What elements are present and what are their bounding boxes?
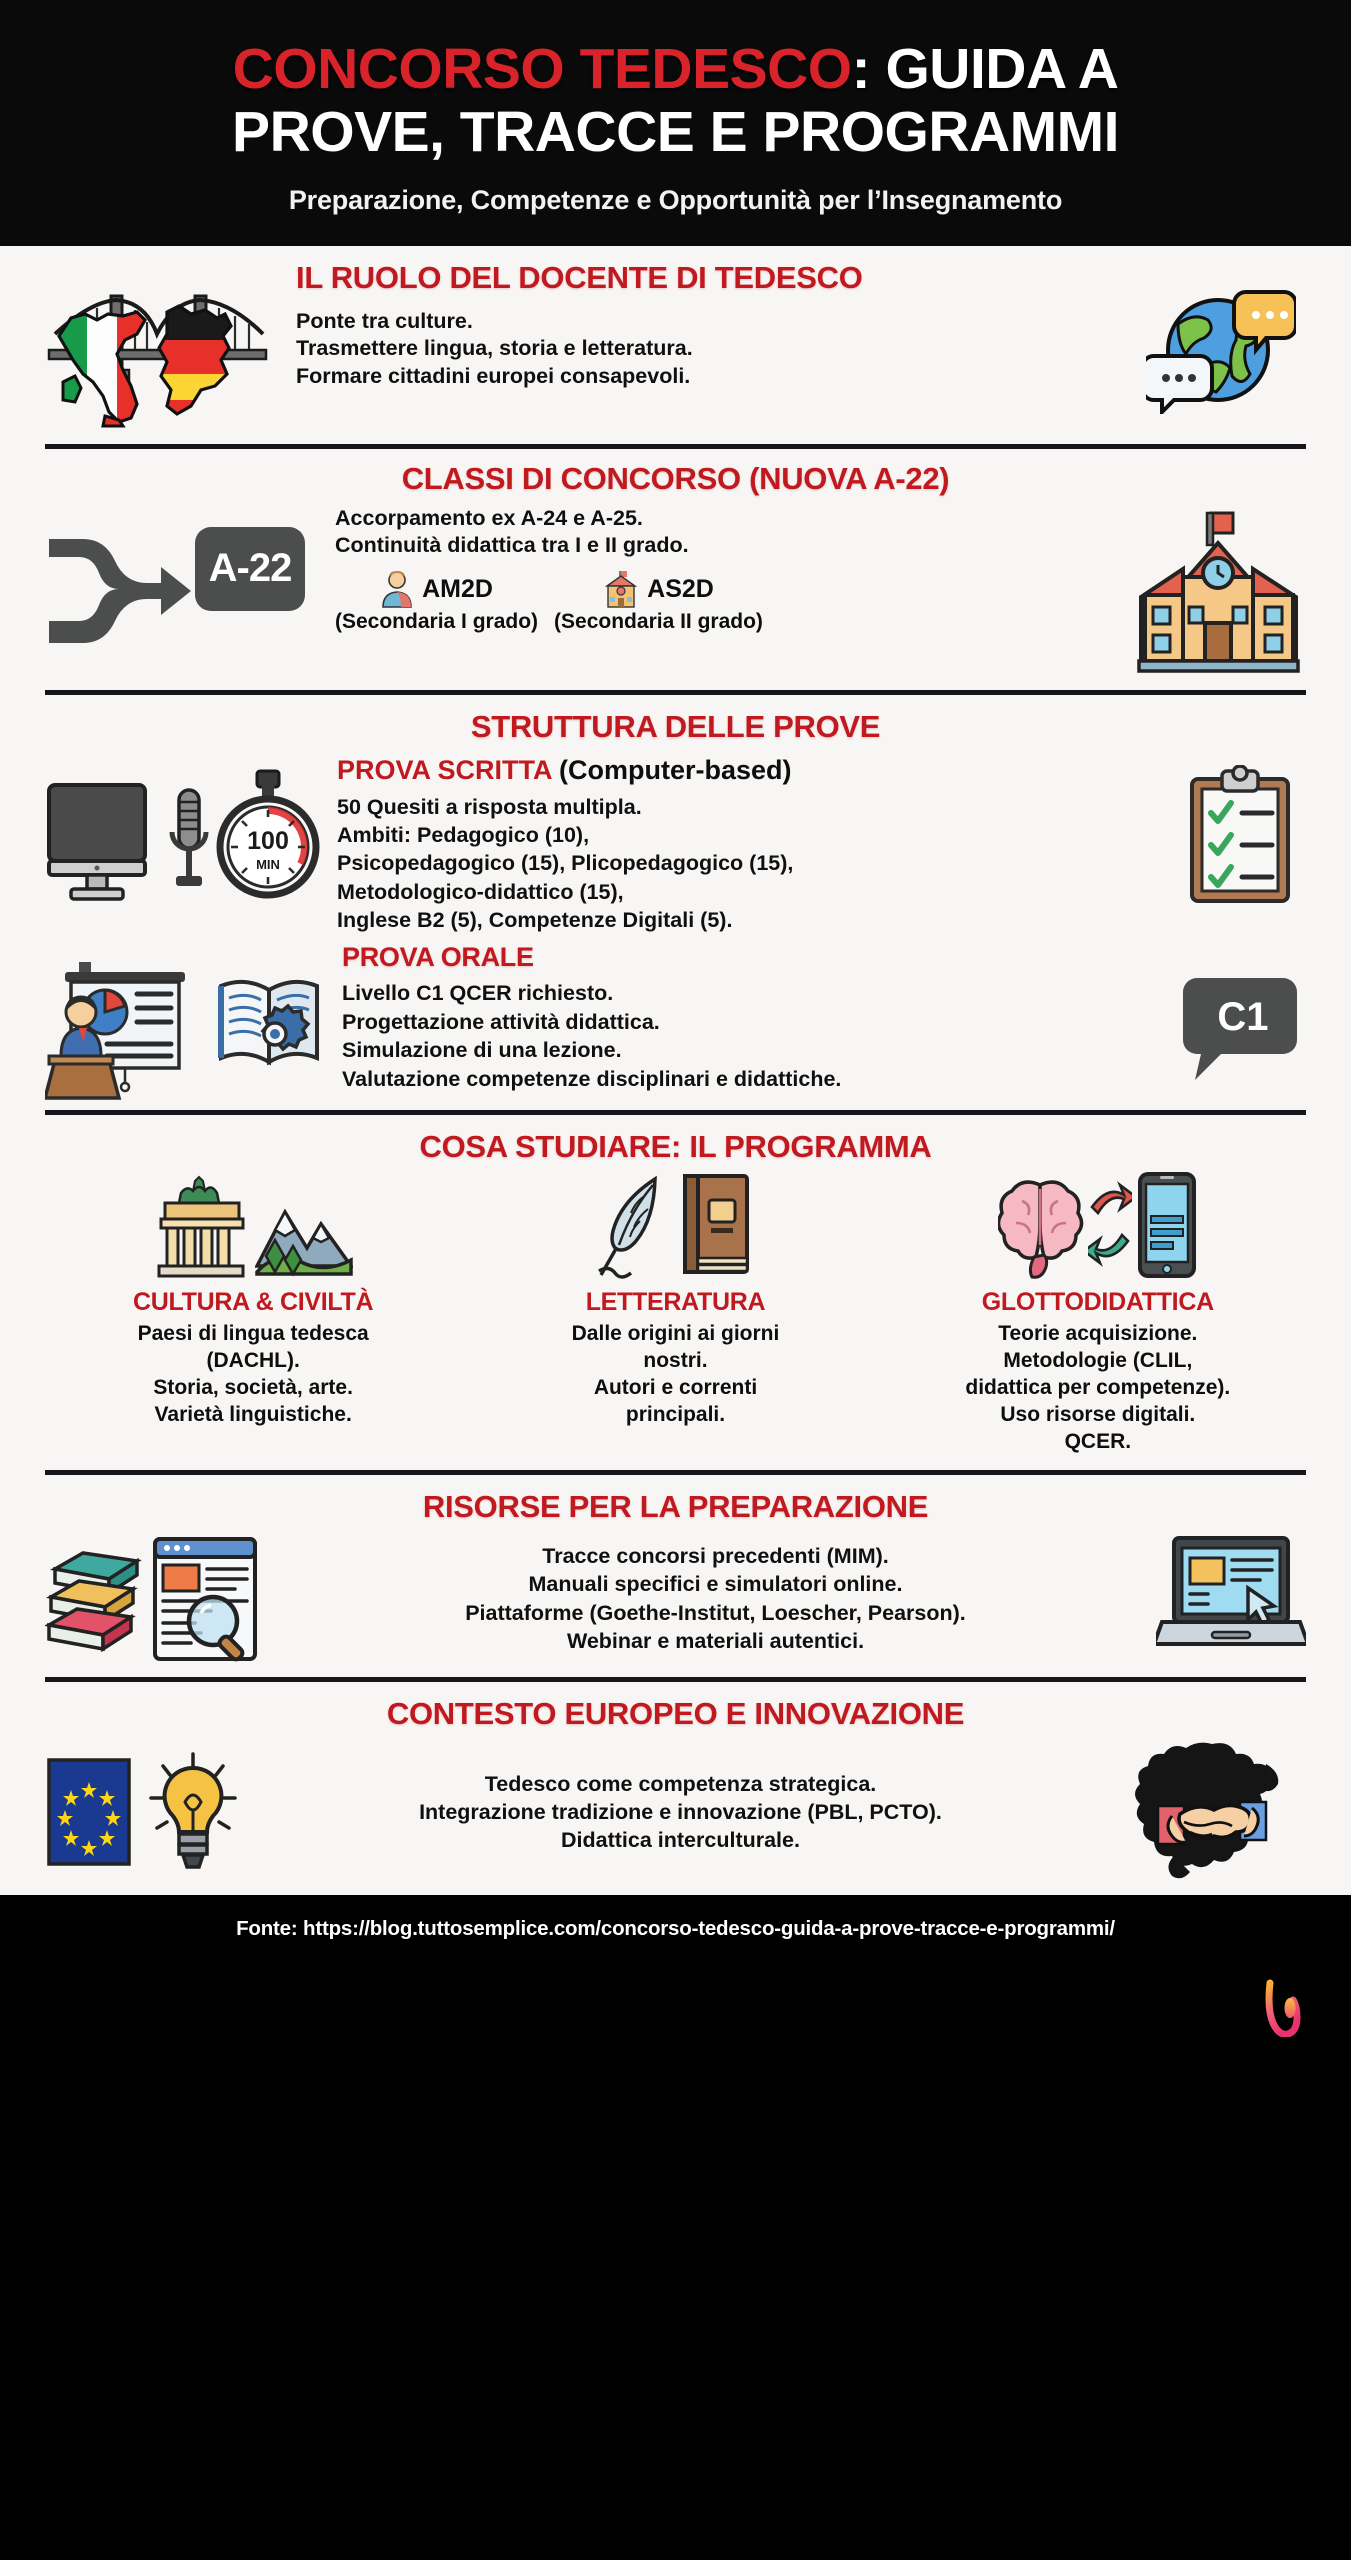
footer-bar — [0, 1895, 1351, 2075]
glotto-line-3: didattica per competenze). — [965, 1376, 1231, 1400]
merge-arrow-icon — [45, 505, 195, 643]
oral-line-4: Valutazione competenze disciplinari e didattiche. — [342, 1066, 842, 1091]
stopwatch-unit: MIN — [256, 856, 280, 872]
grade-code-am2d: AM2D — [422, 574, 493, 603]
c1-level-text: C1 — [1217, 995, 1269, 1040]
infographic-body — [0, 246, 1351, 1895]
culture-line-2: (DACHL). — [206, 1349, 300, 1373]
program-title-culture: CULTURA & CIVILTÀ — [133, 1288, 374, 1317]
resources-text-block — [275, 1542, 1156, 1656]
program-title-literature: LETTERATURA — [585, 1288, 766, 1317]
stopwatch-icon — [215, 755, 325, 904]
written-line-4: Metodologico-didattico (15), — [337, 879, 624, 904]
book-icon — [679, 1172, 757, 1280]
section-program — [0, 1115, 1351, 1469]
section-classes — [0, 449, 1351, 690]
role-lines — [290, 308, 1134, 392]
written-text-block — [325, 755, 1186, 935]
program-column-literature — [467, 1175, 883, 1455]
resources-icons-left — [45, 1535, 275, 1663]
school-building-icon — [603, 570, 639, 608]
section-resources — [0, 1475, 1351, 1677]
monitor-microphone-icon — [45, 755, 215, 902]
culture-line-3: Storia, società, arte. — [153, 1376, 353, 1400]
oral-line-1: Livello C1 QCER richiesto. — [342, 981, 614, 1006]
exchange-arrows-icon — [1088, 1175, 1132, 1280]
source-url: Fonte: https://blog.tuttosemplice.com/concorso-tedesco-guida-a-prove-tracce-e-programmi/ — [236, 1916, 1115, 1940]
role-line-3: Formare cittadini europei consapevoli. — [296, 364, 691, 389]
classes-text-block — [305, 505, 1131, 635]
glotto-line-4: Uso risorse digitali. — [1000, 1403, 1196, 1427]
clipboard-checklist-icon — [1186, 755, 1306, 905]
europe-line-2: Integrazione tradizione e innovazione (PBL, PCTO). — [419, 1800, 942, 1825]
page-title — [55, 37, 1296, 101]
europe-line-1: Tedesco come competenza strategica. — [484, 1771, 877, 1796]
europe-line-3: Didattica interculturale. — [561, 1828, 800, 1853]
class-badge-a22: A-22 — [195, 527, 305, 611]
eu-flag-icon — [45, 1756, 133, 1868]
written-heading-red: PROVA SCRITTA — [337, 754, 552, 785]
section-title-role: IL RUOLO DEL DOCENTE DI TEDESCO — [296, 259, 863, 295]
program-body-literature — [467, 1321, 883, 1429]
section-role — [0, 246, 1351, 444]
title-rest: : GUIDA A — [851, 37, 1119, 101]
mountains-landscape-icon — [255, 1180, 353, 1280]
section-europe — [0, 1682, 1351, 1895]
grade-sub-as2d: (Secondaria II grado) — [554, 610, 763, 634]
presenter-board-icon — [45, 942, 215, 1100]
oral-text-block — [330, 942, 1181, 1093]
culture-line-4: Varietà linguistiche. — [154, 1403, 352, 1427]
page-title-line2: PROVE, TRACCE E PROGRAMMI — [232, 100, 1119, 165]
written-heading — [337, 755, 1186, 786]
grade-am2d — [335, 570, 538, 634]
brandenburg-gate-icon — [153, 1175, 251, 1280]
grades-list — [335, 570, 1131, 634]
oral-lines — [342, 979, 1181, 1093]
program-title-glottodidattica: GLOTTODIDATTICA — [981, 1288, 1214, 1317]
oral-heading: PROVA ORALE — [342, 942, 534, 973]
globe-speech-icon — [1146, 260, 1306, 414]
resources-line-3: Piattaforme (Goethe-Institut, Loescher, Pearson). — [465, 1600, 966, 1625]
tuttosemplice-logo — [1265, 1979, 1307, 2037]
literature-line-3: Autori e correnti — [593, 1376, 758, 1400]
title-highlight: CONCORSO TEDESCO — [232, 37, 852, 101]
written-line-2: Ambiti: Pedagogico (10), — [337, 822, 590, 847]
role-text-block — [282, 260, 1134, 392]
section-title-resources: RISORSE PER LA PREPARAZIONE — [422, 1488, 929, 1524]
web-search-icon — [151, 1535, 261, 1663]
book-gear-icon — [215, 942, 330, 1088]
role-line-1: Ponte tra culture. — [296, 308, 473, 333]
quill-pen-icon — [593, 1175, 675, 1280]
glotto-line-5: QCER. — [1064, 1429, 1132, 1453]
role-line-2: Trasmettere lingua, storia e letteratura. — [296, 336, 693, 361]
section-structure — [0, 695, 1351, 1111]
page-subtitle: Preparazione, Competenze e Opportunità per l’Insegnamento — [288, 184, 1063, 215]
c1-level-badge — [1181, 942, 1306, 1082]
literature-line-1: Dalle origini ai giorni — [571, 1322, 780, 1346]
oral-exam-block — [45, 942, 1306, 1100]
stopwatch-value: 100 — [247, 826, 289, 855]
grade-as2d — [554, 570, 763, 634]
written-line-1: 50 Quesiti a risposta multipla. — [337, 794, 642, 819]
europe-text-block — [245, 1770, 1116, 1855]
written-line-3: Psicopedagogico (15), Plicopedagogico (15), — [337, 851, 794, 876]
section-title-europe: CONTESTO EUROPEO E INNOVAZIONE — [386, 1695, 965, 1731]
written-line-5: Inglese B2 (5), Competenze Digitali (5). — [337, 908, 733, 933]
school-icon-large — [1131, 505, 1306, 676]
written-heading-rest: (Computer-based) — [551, 754, 792, 785]
teacher-icon — [380, 570, 414, 608]
header-banner — [0, 0, 1351, 246]
resources-line-1: Tracce concorsi precedenti (MIM). — [542, 1544, 889, 1569]
section-title-structure: STRUTTURA DELLE PROVE — [470, 708, 881, 744]
program-body-culture — [45, 1321, 461, 1429]
program-column-glottodidattica — [890, 1175, 1306, 1455]
glotto-line-1: Teorie acquisizione. — [998, 1322, 1198, 1346]
europe-handshake-icon — [1116, 1740, 1306, 1885]
laptop-cursor-icon — [1156, 1536, 1306, 1661]
written-exam-block — [45, 755, 1306, 935]
classes-line-2: Continuità didattica tra I e II grado. — [335, 533, 689, 558]
section-title-program: COSA STUDIARE: IL PROGRAMMA — [419, 1129, 932, 1165]
program-body-glottodidattica — [890, 1321, 1306, 1455]
classes-line-1: Accorpamento ex A-24 e A-25. — [335, 505, 643, 530]
books-stack-icon — [45, 1539, 145, 1659]
section-title-classes: CLASSI DI CONCORSO (NUOVA A-22) — [401, 460, 950, 496]
resources-line-2: Manuali specifici e simulatori online. — [528, 1572, 903, 1597]
grade-code-as2d: AS2D — [647, 574, 714, 603]
lightbulb-icon — [143, 1750, 243, 1875]
brain-icon — [998, 1175, 1084, 1280]
program-column-culture — [45, 1175, 461, 1455]
tablet-icon — [1136, 1172, 1198, 1280]
oral-line-2: Progettazione attività didattica. — [342, 1009, 660, 1034]
written-lines — [337, 793, 1186, 935]
literature-line-4: principali. — [625, 1403, 726, 1427]
culture-line-1: Paesi di lingua tedesca — [137, 1322, 369, 1346]
program-columns — [45, 1175, 1306, 1455]
oral-line-3: Simulazione di una lezione. — [342, 1038, 622, 1063]
italy-germany-bridge-icon — [45, 260, 270, 428]
literature-line-2: nostri. — [643, 1349, 708, 1373]
europe-icons-left — [45, 1750, 245, 1875]
resources-line-4: Webinar e materiali autentici. — [566, 1629, 865, 1654]
grade-sub-am2d: (Secondaria I grado) — [335, 610, 539, 634]
glotto-line-2: Metodologie (CLIL, — [1003, 1349, 1193, 1373]
